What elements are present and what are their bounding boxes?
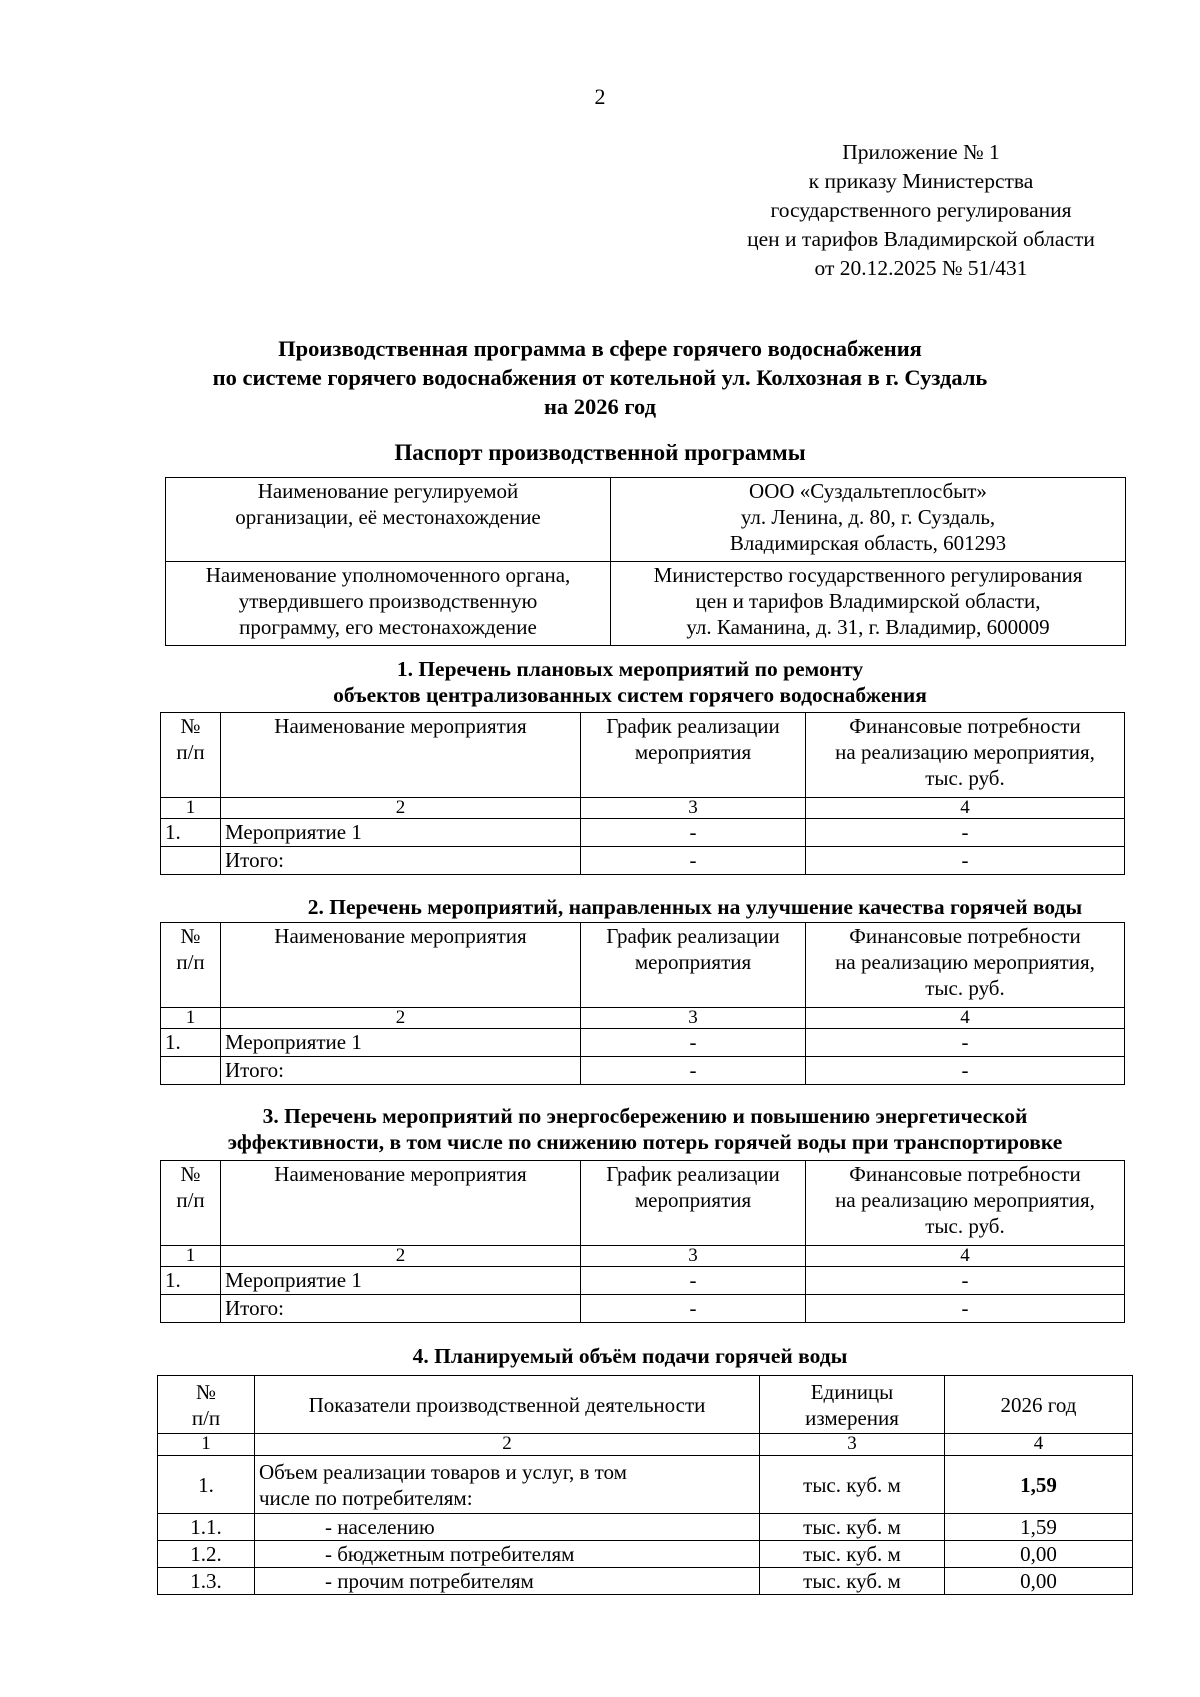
header-name: Наименование мероприятия xyxy=(221,923,581,1008)
cell-line: ул. Ленина, д. 80, г. Суздаль, xyxy=(740,505,996,529)
header-schedule: График реализации мероприятия xyxy=(581,923,806,1008)
passport-value-cell xyxy=(611,478,1126,562)
header-name: Наименование мероприятия xyxy=(221,1161,581,1246)
section-title-line: объектов централизованных систем горячего водоснабжения xyxy=(333,683,927,707)
appendix-line: к приказу Министерства xyxy=(808,169,1034,193)
column-number: 2 xyxy=(221,1246,581,1267)
row-finance: - xyxy=(806,1057,1125,1085)
section-4-title: 4. Планируемый объём подачи горячей воды xyxy=(412,1344,848,1368)
table-row xyxy=(158,1568,1133,1595)
column-number: 1 xyxy=(161,798,221,819)
table-row xyxy=(161,1267,1125,1295)
title-line: Производственная программа в сфере горячего водоснабжения xyxy=(278,336,922,361)
row-name: Мероприятие 1 xyxy=(221,1267,581,1295)
header-name: Наименование мероприятия xyxy=(221,713,581,798)
row-indicator: Объем реализации товаров и услуг, в том числе по потребителям: xyxy=(255,1456,760,1514)
appendix-line: от 20.12.2025 № 51/431 xyxy=(814,256,1028,280)
row-no xyxy=(161,1057,221,1085)
column-number: 4 xyxy=(806,798,1125,819)
table-row xyxy=(161,1057,1125,1085)
section-3-table xyxy=(160,1160,1125,1323)
row-schedule: - xyxy=(581,847,806,875)
passport-label-cell xyxy=(166,562,611,646)
row-finance: - xyxy=(806,1029,1125,1057)
passport-title: Паспорт производственной программы xyxy=(394,440,806,465)
cell-line: утвердившего производственную xyxy=(238,589,538,613)
table-row xyxy=(161,1029,1125,1057)
header-no: № п/п xyxy=(161,1161,221,1246)
header-indicator: Показатели производственной деятельности xyxy=(255,1376,760,1434)
header-row xyxy=(161,1161,1125,1246)
row-no: 1.2. xyxy=(158,1541,255,1568)
section-title-line: 3. Перечень мероприятий по энергосбережению и повышению энергетической xyxy=(262,1104,1028,1128)
document-title xyxy=(150,334,1050,421)
cell-line: Наименование регулируемой xyxy=(257,479,519,503)
header-row xyxy=(158,1376,1133,1434)
table-row xyxy=(158,1456,1133,1514)
row-value: 1,59 xyxy=(945,1456,1133,1514)
column-number: 1 xyxy=(161,1008,221,1029)
header-unit: Единицы измерения xyxy=(760,1376,945,1434)
section-title-line: 2. Перечень мероприятий, направленных на улучшение качества горячей воды xyxy=(307,895,1083,919)
header-finance: Финансовые потребности на реализацию мероприятия, тыс. руб. xyxy=(806,923,1125,1008)
row-schedule: - xyxy=(581,1057,806,1085)
passport-value-cell xyxy=(611,562,1126,646)
row-no: 1.1. xyxy=(158,1514,255,1541)
table-row xyxy=(166,478,1126,562)
cell-line: Владимирская область, 601293 xyxy=(729,531,1007,555)
row-name: Мероприятие 1 xyxy=(221,819,581,847)
row-no xyxy=(161,847,221,875)
section-title-line: 1. Перечень плановых мероприятий по ремонту xyxy=(396,657,864,681)
row-unit: тыс. куб. м xyxy=(760,1514,945,1541)
column-number: 4 xyxy=(806,1246,1125,1267)
column-number: 4 xyxy=(945,1434,1133,1456)
appendix-line: Приложение № 1 xyxy=(842,140,1000,164)
title-line: на 2026 год xyxy=(543,394,657,419)
passport-table xyxy=(165,477,1126,646)
cell-line: программу, его местонахождение xyxy=(239,615,537,639)
appendix-block xyxy=(700,138,1142,283)
row-indicator: - населению xyxy=(255,1514,760,1541)
row-schedule: - xyxy=(581,1295,806,1323)
section-1-table xyxy=(160,712,1125,875)
cell-line: организации, её местонахождение xyxy=(235,505,541,529)
column-number: 4 xyxy=(806,1008,1125,1029)
column-number: 3 xyxy=(581,1008,806,1029)
row-name: Мероприятие 1 xyxy=(221,1029,581,1057)
table-row xyxy=(161,847,1125,875)
row-no: 1. xyxy=(161,1267,221,1295)
page-number: 2 xyxy=(594,84,606,109)
row-indicator: - прочим потребителям xyxy=(255,1568,760,1595)
table-row xyxy=(161,819,1125,847)
cell-line: Наименование уполномоченного органа, xyxy=(205,563,571,587)
row-finance: - xyxy=(806,847,1125,875)
row-finance: - xyxy=(806,819,1125,847)
column-number: 3 xyxy=(760,1434,945,1456)
header-year: 2026 год xyxy=(945,1376,1133,1434)
column-number: 3 xyxy=(581,1246,806,1267)
row-no: 1. xyxy=(161,819,221,847)
cell-line: ООО «Суздальтеплосбыт» xyxy=(749,479,987,503)
row-schedule: - xyxy=(581,819,806,847)
table-row xyxy=(161,1295,1125,1323)
section-3-title xyxy=(150,1103,1140,1155)
row-name: Итого: xyxy=(221,847,581,875)
header-row xyxy=(161,923,1125,1008)
header-row xyxy=(161,713,1125,798)
row-unit: тыс. куб. м xyxy=(760,1541,945,1568)
table-row xyxy=(158,1541,1133,1568)
header-schedule: График реализации мероприятия xyxy=(581,1161,806,1246)
row-schedule: - xyxy=(581,1267,806,1295)
section-2-title xyxy=(260,894,1130,920)
header-finance: Финансовые потребности на реализацию мероприятия, тыс. руб. xyxy=(806,713,1125,798)
header-no: № п/п xyxy=(161,923,221,1008)
row-no: 1. xyxy=(158,1456,255,1514)
row-value: 0,00 xyxy=(945,1541,1133,1568)
appendix-line: цен и тарифов Владимирской области xyxy=(747,227,1095,251)
row-value: 1,59 xyxy=(945,1514,1133,1541)
table-row xyxy=(166,562,1126,646)
header-no: № п/п xyxy=(158,1376,255,1434)
row-name: Итого: xyxy=(221,1057,581,1085)
row-unit: тыс. куб. м xyxy=(760,1456,945,1514)
row-no: 1.3. xyxy=(158,1568,255,1595)
header-no: № п/п xyxy=(161,713,221,798)
column-number: 1 xyxy=(161,1246,221,1267)
section-title-line: эффективности, в том числе по снижению потерь горячей воды при транспортировке xyxy=(227,1130,1063,1154)
title-line: по системе горячего водоснабжения от котельной ул. Колхозная в г. Суздаль xyxy=(212,365,988,390)
cell-line: Министерство государственного регулирования xyxy=(653,563,1083,587)
section-1-title xyxy=(150,656,1110,708)
table-row xyxy=(158,1514,1133,1541)
column-number-row xyxy=(158,1434,1133,1456)
supply-table xyxy=(157,1375,1133,1595)
row-name: Итого: xyxy=(221,1295,581,1323)
header-finance: Финансовые потребности на реализацию мероприятия, тыс. руб. xyxy=(806,1161,1125,1246)
column-number: 2 xyxy=(221,798,581,819)
row-finance: - xyxy=(806,1295,1125,1323)
column-number: 2 xyxy=(255,1434,760,1456)
column-number-row xyxy=(161,1008,1125,1029)
column-number: 1 xyxy=(158,1434,255,1456)
column-number-row xyxy=(161,1246,1125,1267)
column-number: 2 xyxy=(221,1008,581,1029)
row-no: 1. xyxy=(161,1029,221,1057)
column-number: 3 xyxy=(581,798,806,819)
row-unit: тыс. куб. м xyxy=(760,1568,945,1595)
row-finance: - xyxy=(806,1267,1125,1295)
cell-line: ул. Каманина, д. 31, г. Владимир, 600009 xyxy=(686,615,1050,639)
header-schedule: График реализации мероприятия xyxy=(581,713,806,798)
appendix-line: государственного регулирования xyxy=(770,198,1072,222)
row-no xyxy=(161,1295,221,1323)
row-indicator: - бюджетным потребителям xyxy=(255,1541,760,1568)
passport-label-cell xyxy=(166,478,611,562)
column-number-row xyxy=(161,798,1125,819)
row-schedule: - xyxy=(581,1029,806,1057)
row-value: 0,00 xyxy=(945,1568,1133,1595)
cell-line: цен и тарифов Владимирской области, xyxy=(695,589,1041,613)
section-2-table xyxy=(160,922,1125,1085)
